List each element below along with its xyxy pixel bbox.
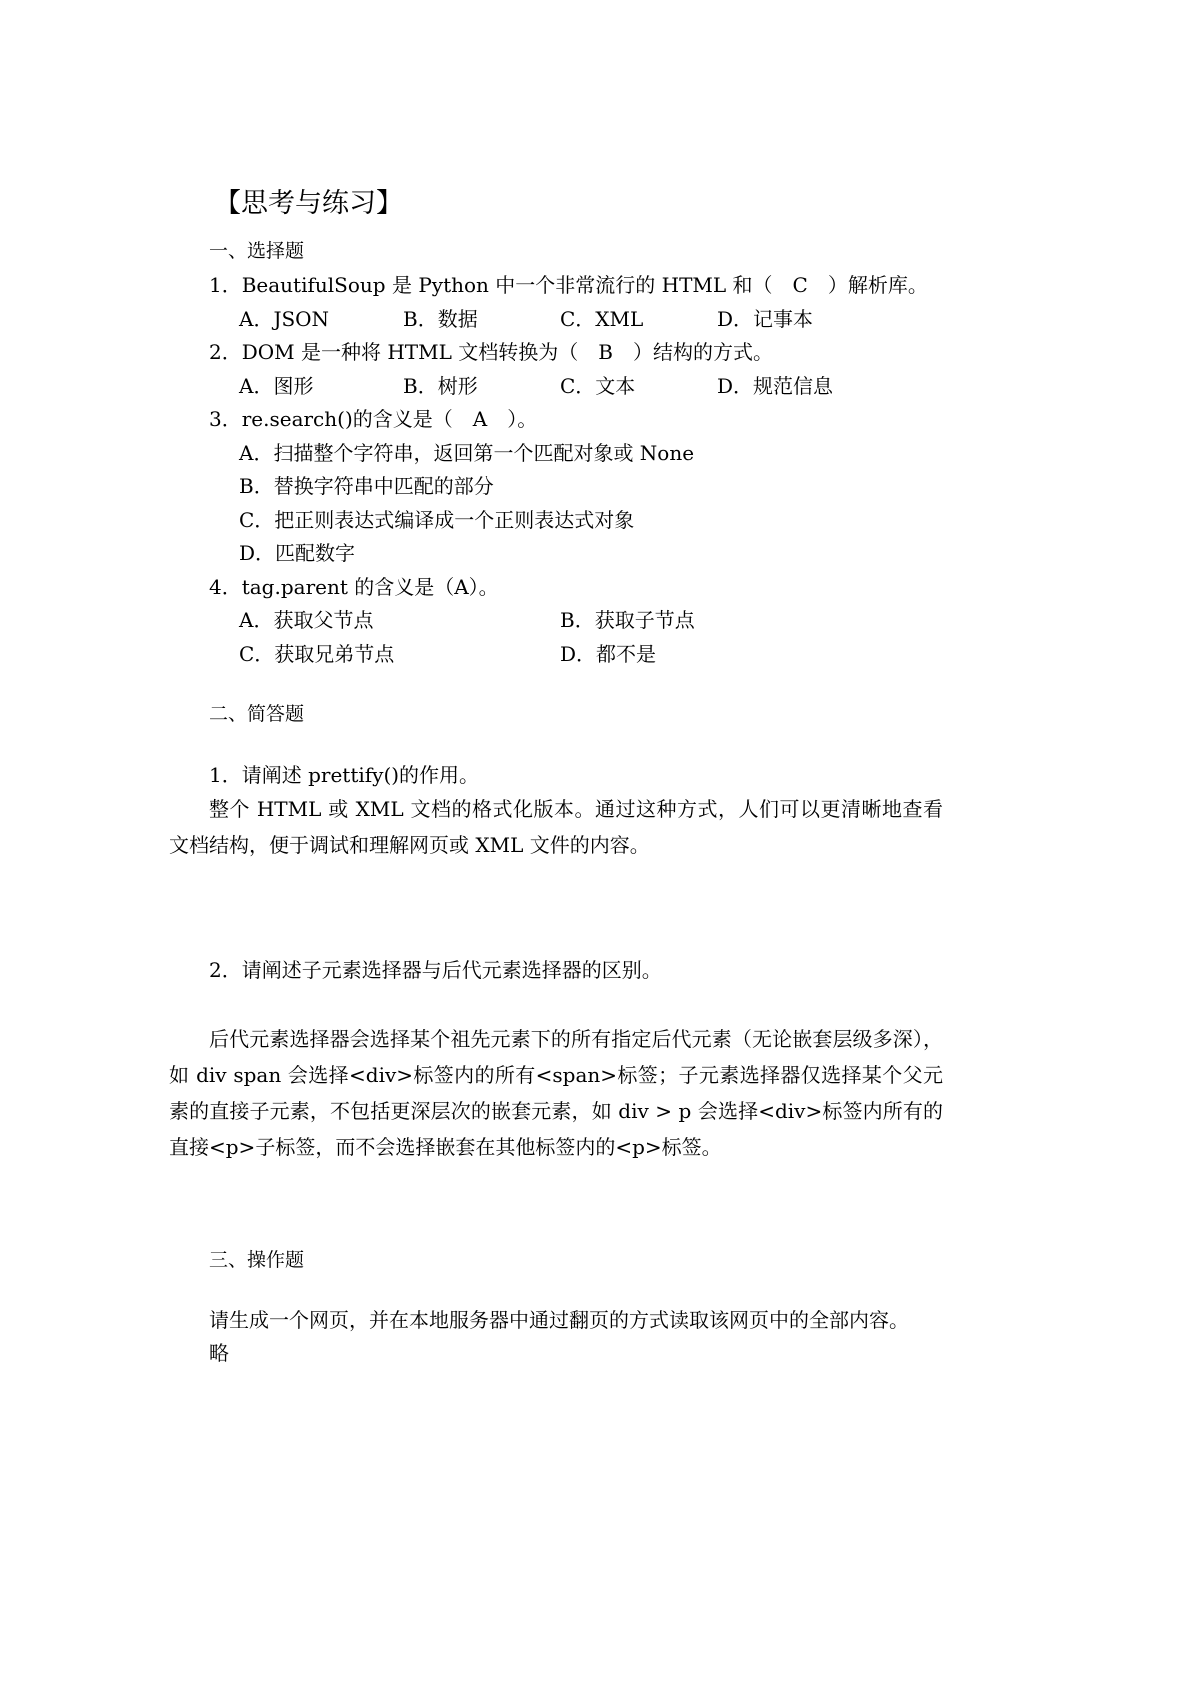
question-2-option-d: D．规范信息 xyxy=(717,374,834,398)
page-title: 【思考与练习】 xyxy=(214,188,403,219)
question-1-option-c: C．XML xyxy=(560,307,644,331)
question-3-option-a: A．扫描整个字符串，返回第一个匹配对象或 None xyxy=(239,441,695,465)
question-2-option-a: A．图形 xyxy=(239,374,314,398)
practical-task: 请生成一个网页，并在本地服务器中通过翻页的方式读取该网页中的全部内容。 xyxy=(209,1308,909,1332)
question-4-option-b: B．获取子节点 xyxy=(560,608,695,632)
question-3-option-d: D．匹配数字 xyxy=(239,541,356,565)
practical-answer: 略 xyxy=(209,1341,229,1365)
question-2-stem: 2．DOM 是一种将 HTML 文档转换为（ B ）结构的方式。 xyxy=(209,340,773,364)
question-3-option-c: C．把正则表达式编译成一个正则表达式对象 xyxy=(239,508,635,532)
question-4-option-a: A．获取父节点 xyxy=(239,608,374,632)
short-answer-2-answer: 后代元素选择器会选择某个祖先元素下的所有指定后代元素（无论嵌套层级多深），如 div span 会选择<div>标签内的所有<span>标签；子元素选择器仅选择某个父元素的直接子元素，不包括更深层次的嵌套元素，如 div > p 会选择<div>标签内所有的直接<p>子标签，而不会选择嵌套在其他标签内的<p>标签。 xyxy=(169,1027,943,1159)
question-3-option-b: B．替换字符串中匹配的部分 xyxy=(239,474,494,498)
question-1-option-a: A．JSON xyxy=(239,307,330,331)
question-1-option-b: B．数据 xyxy=(403,307,478,331)
question-3-stem: 3．re.search()的含义是（ A ）。 xyxy=(209,407,538,431)
question-4-stem: 4．tag.parent 的含义是（A）。 xyxy=(209,575,499,599)
question-4-option-c: C．获取兄弟节点 xyxy=(239,642,395,666)
question-2-option-b: B．树形 xyxy=(403,374,478,398)
short-answer-1-answer: 整个 HTML 或 XML 文档的格式化版本。通过这种方式，人们可以更清晰地查看文档结构，便于调试和理解网页或 XML 文件的内容。 xyxy=(169,797,943,857)
question-2-option-c: C．文本 xyxy=(560,374,636,398)
short-answer-1-stem: 1．请阐述 prettify()的作用。 xyxy=(209,763,480,787)
question-4-option-d: D．都不是 xyxy=(560,642,657,666)
section-heading-choice: 一、选择题 xyxy=(209,240,305,262)
question-1-option-d: D．记事本 xyxy=(717,307,814,331)
section-heading-short-answer: 二、简答题 xyxy=(209,703,305,725)
section-heading-practical: 三、操作题 xyxy=(209,1249,305,1271)
short-answer-2-stem: 2．请阐述子元素选择器与后代元素选择器的区别。 xyxy=(209,958,662,982)
question-1-stem: 1．BeautifulSoup 是 Python 中一个非常流行的 HTML 和（ C ）解析库。 xyxy=(209,273,928,297)
